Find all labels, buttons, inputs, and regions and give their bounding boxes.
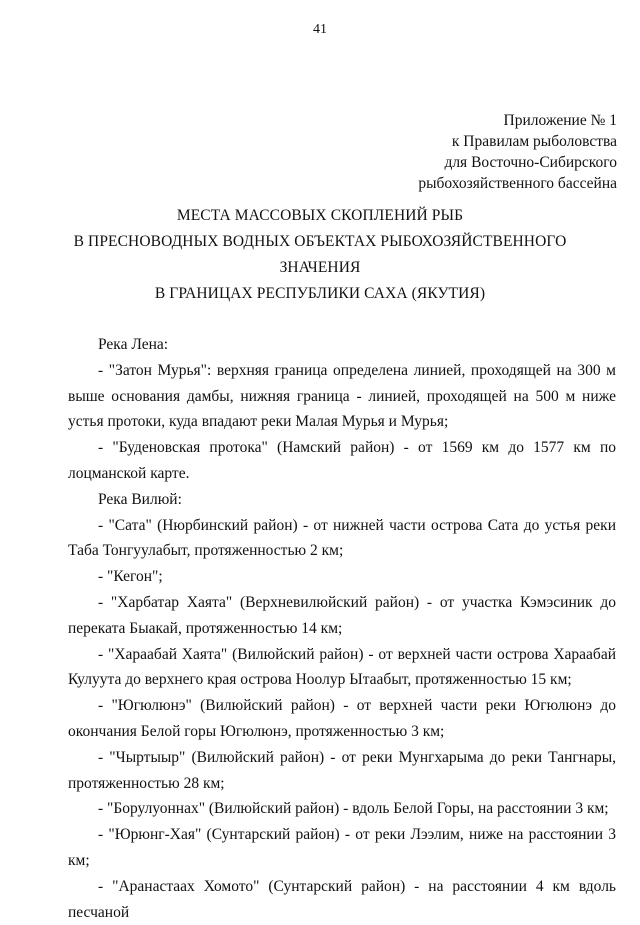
list-item: - "Буденовская протока" (Намский район) - от 1569 км до 1577 км по лоцманской карте.: [68, 439, 616, 482]
title-line: МЕСТА МАССОВЫХ СКОПЛЕНИЙ РЫБ: [176, 207, 464, 224]
title-line: ЗНАЧЕНИЯ: [279, 259, 361, 276]
list-item: - "Харбатар Хаята" (Верхневилюйский район) - от участка Кэмэсиник до переката Быакай, протяженностью 14 км;: [68, 593, 616, 637]
list-item: - "Чыртыыр" (Вилюйский район) - от реки Мунгхарыма до реки Тангнары, протяженностью 28 км;: [68, 748, 616, 792]
appendix-line: Приложение № 1: [503, 112, 617, 129]
list-item: - "Хараабай Хаята" (Вилюйский район) - от верхней части острова Хараабай Кулуута до верхнего края острова Ноолур Ытаабыт, протяженностью 15 км;: [68, 645, 616, 689]
list-item: - "Кегон";: [98, 568, 163, 586]
list-item: - "Югюлюнэ" (Вилюйский район) - от верхней части реки Югюлюнэ до окончания Белой горы Югюлюнэ, протяженностью 3 км;: [68, 697, 616, 740]
list-item: - "Затон Мурья": верхняя граница определена линией, проходящей на 300 м выше основания дамбы, нижняя граница - линией, проходящей на 500 м ниже устья протоки, куда впадают реки Малая Мурья и Мурья;: [68, 361, 616, 431]
document-title: [0, 203, 640, 307]
list-item: - "Аранастаах Хомото" (Сунтарский район) - на расстоянии 4 км вдоль песчаной: [68, 877, 616, 921]
list-item: - "Сата" (Нюрбинский район) - от нижней части острова Сата до устья реки Таба Тонгуулабыт, протяженностью 2 км;: [68, 516, 616, 560]
appendix-line: рыбохозяйственного бассейна: [418, 175, 617, 192]
section-heading-vilyuy: Река Вилюй:: [98, 490, 182, 508]
page-number: 41: [313, 22, 327, 37]
list-item: - "Борулуоннах" (Вилюйский район) - вдоль Белой Горы, на расстоянии 3 км;: [98, 800, 609, 818]
appendix-line: для Восточно-Сибирского: [444, 154, 617, 171]
list-item: - "Юрюнг-Хая" (Сунтарский район) - от реки Лээлим, ниже на расстоянии 3 км;: [68, 826, 616, 869]
appendix-block: [317, 110, 617, 194]
document-body: [68, 332, 616, 925]
title-line: В ГРАНИЦАХ РЕСПУБЛИКИ САХА (ЯКУТИЯ): [154, 285, 486, 302]
appendix-line: к Правилам рыболовства: [451, 133, 617, 150]
section-heading-lena: Река Лена:: [98, 336, 169, 353]
title-line: В ПРЕСНОВОДНЫХ ВОДНЫХ ОБЪЕКТАХ РЫБОХОЗЯЙСТВЕННОГО: [73, 233, 567, 250]
